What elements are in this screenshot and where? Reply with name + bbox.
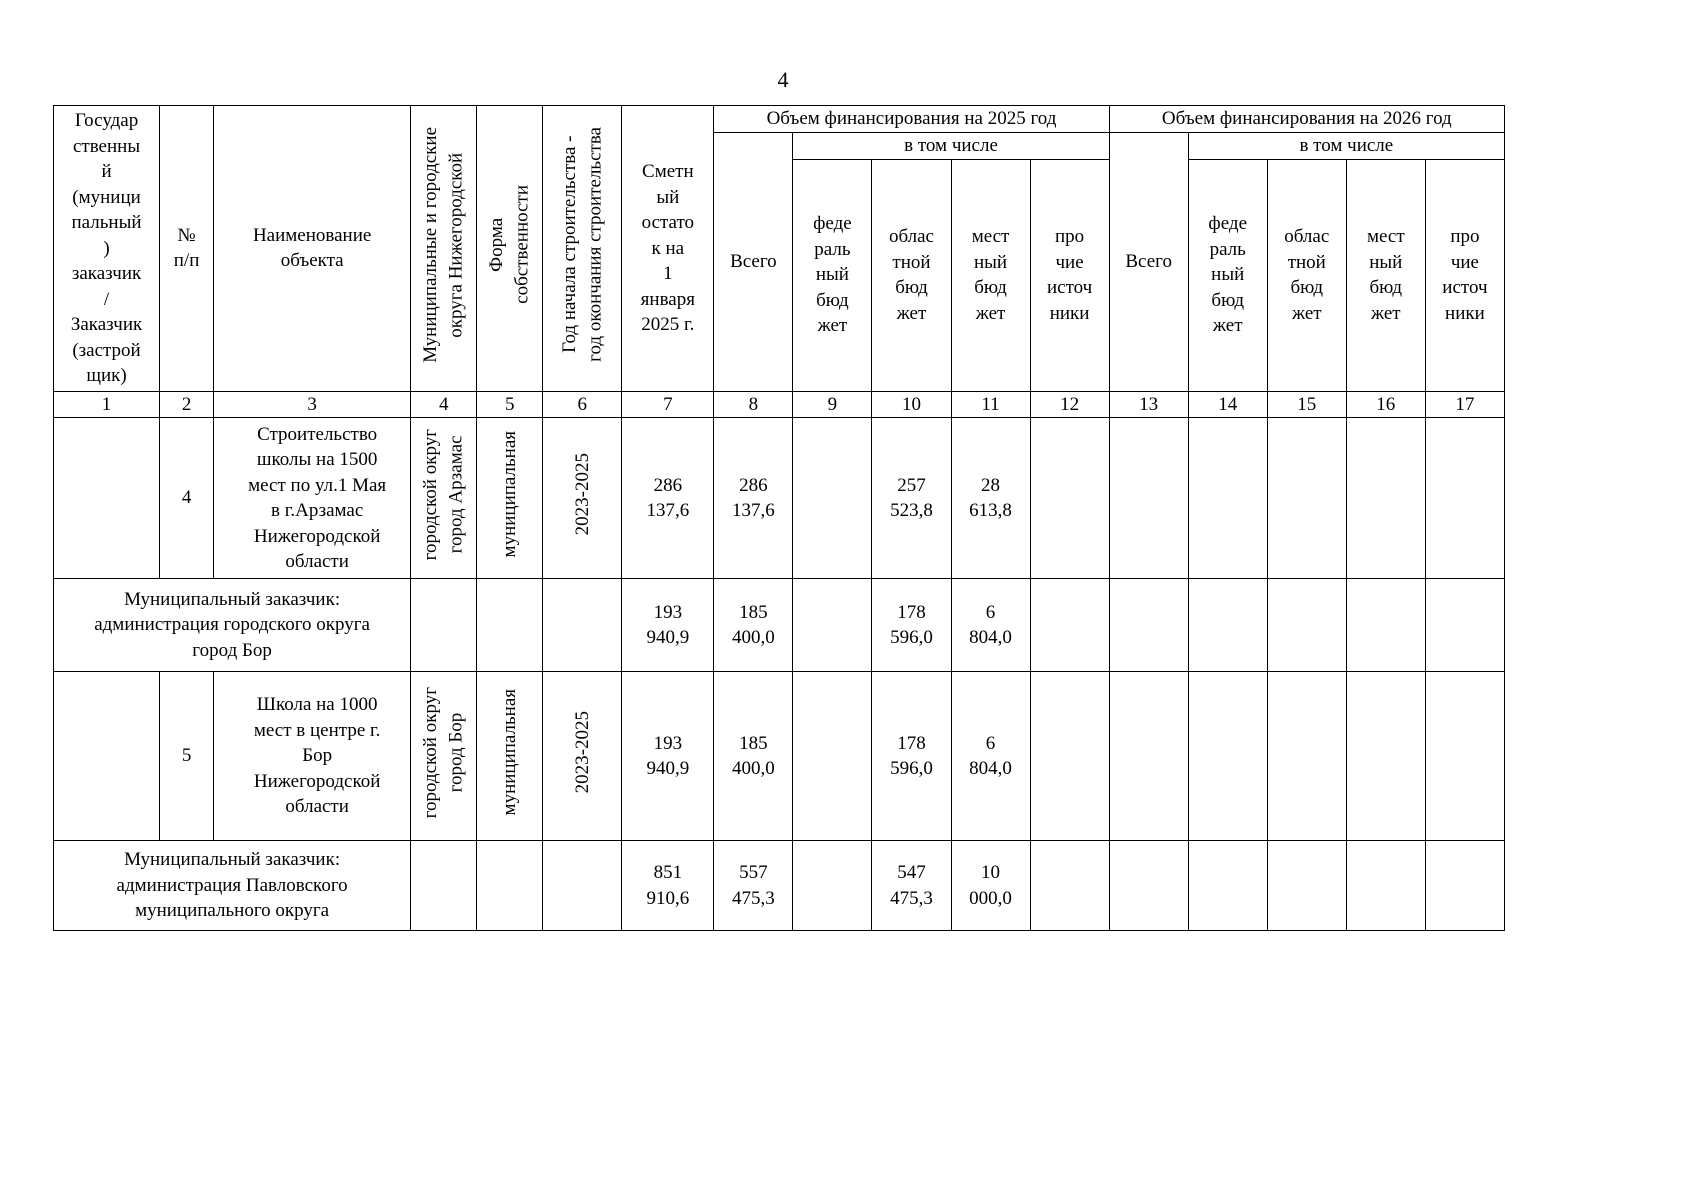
header-regional-2025 — [872, 159, 951, 391]
customer-label — [54, 841, 411, 931]
ownership-cell-text: муниципальная — [499, 431, 520, 558]
text-line: / — [103, 288, 110, 310]
text-line: ный — [973, 251, 1008, 273]
column-number-cell: 8 — [714, 391, 793, 418]
text-line: 2025 г. — [641, 314, 695, 335]
text-line: 137,6 — [732, 500, 775, 521]
text-line: заказчик — [71, 263, 142, 284]
text-line: жет — [975, 302, 1006, 324]
text-line: 193 — [653, 732, 683, 754]
years-cell-text: 2023-2025 — [571, 711, 593, 794]
federal-2026-cell — [1188, 672, 1267, 841]
header-regional-2026 — [1267, 159, 1346, 391]
text-line: источ — [1442, 277, 1488, 298]
header-years — [543, 106, 622, 392]
text-line: 804,0 — [969, 758, 1012, 779]
row-number-cell: 4 — [160, 418, 214, 579]
column-number-cell: 10 — [872, 391, 951, 418]
text-line: 940,9 — [646, 627, 690, 648]
text-line: 6 — [985, 732, 996, 754]
text-line: Строительство — [257, 423, 378, 445]
local-2025-cell — [951, 672, 1030, 841]
text-line: ый — [656, 186, 680, 208]
column-number-cell: 11 — [951, 391, 1030, 418]
text-line: п/п — [173, 250, 200, 272]
header-other-2025 — [1030, 159, 1109, 391]
text-line: бюд — [816, 289, 849, 311]
header-federal-2026 — [1188, 159, 1267, 391]
text-line: Муниципальный заказчик: — [124, 588, 341, 610]
text-line: источ — [1046, 277, 1093, 298]
text-line: ственны — [72, 135, 141, 157]
estimate-cell — [622, 841, 714, 931]
district-cell-text — [418, 687, 469, 818]
other-2026-cell — [1425, 579, 1504, 672]
text-line: 185 — [739, 732, 768, 754]
column-number-cell: 2 — [160, 391, 214, 418]
regional-2026-cell — [1267, 672, 1346, 841]
text-line: Наименование — [252, 224, 372, 246]
header-local-2026 — [1346, 159, 1425, 391]
customer-cell — [54, 672, 160, 841]
customer-row — [54, 579, 1505, 672]
text-line: облас — [1284, 226, 1330, 247]
text-line: 178 — [897, 732, 926, 754]
text-line: бюд — [1211, 289, 1244, 311]
column-number-cell: 16 — [1346, 391, 1425, 418]
text-line: чие — [1450, 251, 1479, 273]
header-local-2025 — [951, 159, 1030, 391]
object-name-cell — [214, 418, 411, 579]
total-2026-cell — [1109, 418, 1188, 579]
text-line: 193 — [653, 601, 683, 623]
text-line: 286 — [739, 474, 768, 496]
text-line: ный — [1211, 264, 1245, 286]
estimate-cell — [622, 418, 714, 579]
header-ownership — [477, 106, 543, 392]
district-cell — [411, 672, 477, 841]
column-number-cell: 14 — [1188, 391, 1267, 418]
text-line: город Бор — [445, 712, 467, 793]
text-line: мест в центре г. — [253, 719, 381, 741]
text-line: администрация Павловского — [116, 874, 348, 896]
total-2025-cell — [714, 579, 793, 672]
header-customer — [54, 106, 160, 392]
text-line: 851 — [653, 862, 683, 883]
header-district — [411, 106, 477, 392]
text-line: 910,6 — [646, 887, 690, 909]
text-line: остато — [641, 212, 695, 233]
text-line: 286 — [653, 474, 683, 496]
text-line: Форма — [486, 217, 508, 272]
district-cell — [411, 418, 477, 579]
regional-2026-cell — [1267, 579, 1346, 672]
text-line: 557 — [739, 862, 768, 883]
text-line: ) — [103, 237, 110, 259]
header-financing-2025-label: Объем финансирования на 2025 год — [766, 108, 1057, 130]
header-federal-2025 — [793, 159, 872, 391]
text-line: Муниципальные и городские — [420, 126, 442, 363]
customer-label — [54, 579, 411, 672]
text-line: собственности — [511, 185, 533, 304]
other-2025-cell — [1030, 418, 1109, 579]
years-cell — [543, 841, 622, 931]
text-line: бюд — [1290, 277, 1324, 298]
federal-2026-cell — [1188, 418, 1267, 579]
other-2026-cell — [1425, 672, 1504, 841]
header-total-2025 — [714, 133, 793, 392]
years-cell — [543, 579, 622, 672]
text-line: округа Нижегородской — [445, 152, 467, 337]
text-line: 400,0 — [732, 758, 775, 779]
ownership-cell-text: муниципальная — [499, 689, 520, 816]
total-2025-cell — [714, 418, 793, 579]
header-row-number — [160, 106, 214, 392]
text-line: 596,0 — [890, 758, 933, 779]
text-line: Нижегородской — [253, 525, 381, 547]
header-object-name — [214, 106, 411, 392]
text-line: 10 — [981, 862, 1001, 883]
local-2025-cell — [951, 841, 1030, 931]
regional-2026-cell — [1267, 841, 1346, 931]
federal-2025-cell — [793, 672, 872, 841]
column-number-cell: 9 — [793, 391, 872, 418]
years-cell — [543, 672, 622, 841]
text-line: 475,3 — [732, 887, 775, 909]
header-including-2026-label: в том числе — [1299, 135, 1394, 156]
district-cell-text — [418, 429, 469, 560]
regional-2025-cell — [872, 672, 951, 841]
column-number-cell: 4 — [411, 391, 477, 418]
total-2026-cell — [1109, 579, 1188, 672]
text-line: городской округ — [420, 428, 442, 560]
text-line: жет — [817, 315, 848, 337]
header-financing-2025 — [714, 106, 1109, 133]
text-line: раль — [814, 238, 851, 260]
text-line: Бор — [302, 745, 333, 767]
other-2025-cell — [1030, 841, 1109, 931]
text-line: 940,9 — [646, 758, 690, 779]
text-line: чие — [1055, 251, 1084, 273]
header-total-2026 — [1109, 133, 1188, 392]
local-2025-cell — [951, 418, 1030, 579]
total-2025-cell — [714, 841, 793, 931]
header-estimate — [622, 106, 714, 392]
column-number-cell: 5 — [477, 391, 543, 418]
text-line: 6 — [985, 601, 996, 623]
text-line: бюд — [895, 277, 928, 298]
text-line: (муници — [72, 186, 141, 208]
text-line: ники — [1445, 302, 1485, 324]
text-line: город Бор — [192, 639, 272, 661]
text-line: 178 — [897, 601, 926, 623]
text-line: щик) — [86, 365, 127, 386]
object-row — [54, 418, 1505, 579]
row-number-cell: 5 — [160, 672, 214, 841]
text-line: 257 — [897, 474, 926, 496]
header-total-2026-label: Всего — [1125, 251, 1172, 272]
federal-2025-cell — [793, 841, 872, 931]
customer-cell — [54, 418, 160, 579]
header-including-2025 — [793, 133, 1109, 160]
text-line: Государ — [74, 110, 139, 131]
header-financing-2026 — [1109, 106, 1504, 133]
regional-2025-cell — [872, 579, 951, 672]
column-number-cell: 13 — [1109, 391, 1188, 418]
text-line: жет — [1212, 315, 1243, 337]
text-line: 613,8 — [969, 500, 1012, 521]
ownership-cell — [477, 579, 543, 672]
text-line: Нижегородской — [253, 770, 381, 792]
ownership-cell — [477, 418, 543, 579]
text-line: про — [1450, 226, 1480, 247]
district-cell — [411, 579, 477, 672]
text-line: жет — [1370, 302, 1401, 324]
text-line: 400,0 — [732, 627, 775, 648]
text-line: облас — [888, 226, 934, 247]
text-line: области — [285, 796, 349, 818]
text-line: № — [177, 224, 196, 246]
header-financing-2026-label: Объем финансирования на 2026 год — [1161, 108, 1452, 130]
years-cell-text: 2023-2025 — [571, 453, 593, 536]
text-line: феде — [1208, 213, 1247, 235]
text-line: 1 — [663, 263, 673, 284]
text-line: раль — [1209, 238, 1246, 260]
column-number-cell: 3 — [214, 391, 411, 418]
text-line: 28 — [981, 474, 1001, 496]
text-line: тной — [1287, 251, 1326, 273]
text-line: мест по ул.1 Мая — [248, 474, 387, 496]
federal-2025-cell — [793, 418, 872, 579]
total-2025-cell — [714, 672, 793, 841]
regional-2025-cell — [872, 418, 951, 579]
text-line: город Арзамас — [445, 435, 467, 554]
header-including-2025-label: в том числе — [904, 135, 998, 156]
ownership-cell — [477, 672, 543, 841]
text-line: 000,0 — [969, 887, 1012, 909]
customer-row — [54, 841, 1505, 931]
column-number-cell: 17 — [1425, 391, 1504, 418]
total-2026-cell — [1109, 841, 1188, 931]
text-line: про — [1055, 226, 1085, 247]
text-line: (застрой — [72, 339, 141, 361]
text-line: й — [101, 161, 112, 182]
regional-2025-cell — [872, 841, 951, 931]
text-line: пальный — [71, 212, 142, 233]
text-line: школы на 1500 — [256, 449, 378, 470]
local-2026-cell — [1346, 418, 1425, 579]
text-line: мест — [1366, 226, 1405, 247]
text-line: ный — [815, 264, 849, 286]
text-line: 137,6 — [646, 500, 690, 521]
text-line: администрация городского округа — [94, 614, 370, 636]
column-numbers-row — [54, 391, 1505, 418]
text-line: Год начала строительства - — [558, 135, 580, 354]
text-line: феде — [813, 213, 852, 235]
other-2026-cell — [1425, 418, 1504, 579]
text-line: городской округ — [420, 686, 442, 818]
text-line: к на — [651, 237, 685, 259]
text-line: объекта — [280, 250, 344, 272]
estimate-cell — [622, 672, 714, 841]
text-line: 523,8 — [890, 500, 933, 521]
page-number: 4 — [777, 67, 789, 92]
local-2026-cell — [1346, 841, 1425, 931]
column-number-cell: 6 — [543, 391, 622, 418]
financing-table — [53, 105, 1505, 931]
ownership-cell — [477, 841, 543, 931]
district-cell — [411, 841, 477, 931]
text-line: Заказчик — [70, 314, 143, 335]
federal-2026-cell — [1188, 841, 1267, 931]
text-line: тной — [892, 251, 931, 273]
column-number-cell: 1 — [54, 391, 160, 418]
other-2025-cell — [1030, 579, 1109, 672]
federal-2025-cell — [793, 579, 872, 672]
text-line: мест — [971, 226, 1010, 247]
text-line: ный — [1369, 251, 1403, 273]
header-other-2026 — [1425, 159, 1504, 391]
text-line: 804,0 — [969, 627, 1012, 648]
text-line: области — [285, 551, 349, 572]
years-cell — [543, 418, 622, 579]
local-2025-cell — [951, 579, 1030, 672]
regional-2026-cell — [1267, 418, 1346, 579]
text-line: в г.Арзамас — [271, 500, 364, 521]
text-line: Школа на 1000 — [256, 694, 378, 716]
other-2025-cell — [1030, 672, 1109, 841]
text-line: бюд — [1369, 277, 1403, 298]
other-2026-cell — [1425, 841, 1504, 931]
local-2026-cell — [1346, 672, 1425, 841]
text-line: жет — [896, 302, 927, 324]
header-total-2025-label: Всего — [730, 251, 777, 272]
total-2026-cell — [1109, 672, 1188, 841]
text-line: Муниципальный заказчик: — [124, 849, 341, 871]
text-line: муниципального округа — [135, 900, 330, 922]
text-line: 185 — [739, 601, 768, 623]
column-number-cell: 15 — [1267, 391, 1346, 418]
text-line: жет — [1291, 302, 1322, 324]
object-name-cell — [214, 672, 411, 841]
text-line: год окончания строительства — [584, 127, 606, 362]
text-line: бюд — [974, 277, 1007, 298]
local-2026-cell — [1346, 579, 1425, 672]
column-number-cell: 7 — [622, 391, 714, 418]
text-line: 596,0 — [890, 627, 933, 648]
text-line: 475,3 — [890, 887, 933, 909]
federal-2026-cell — [1188, 579, 1267, 672]
object-row — [54, 672, 1505, 841]
text-line: Сметн — [642, 161, 694, 182]
header-including-2026 — [1188, 133, 1504, 160]
column-number-cell: 12 — [1030, 391, 1109, 418]
text-line: 547 — [897, 862, 926, 883]
estimate-cell — [622, 579, 714, 672]
text-line: ники — [1049, 302, 1090, 324]
text-line: января — [640, 288, 695, 310]
